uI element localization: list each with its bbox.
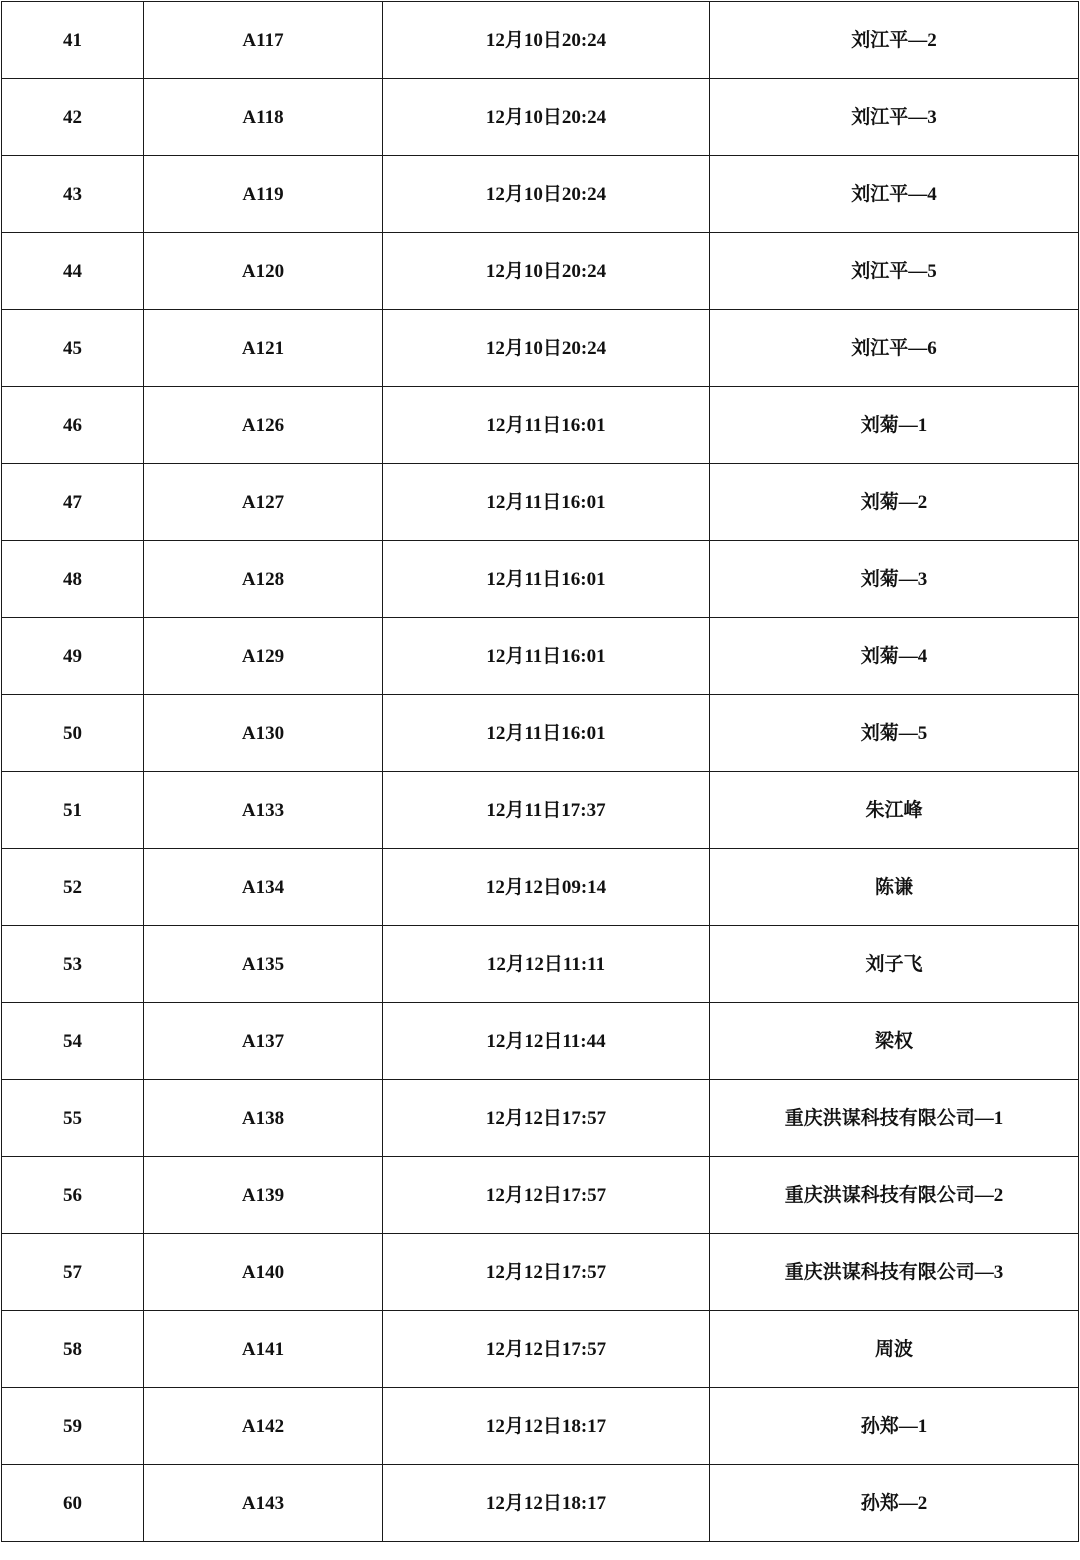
name-cell: 刘江平—2 [710,2,1079,79]
code-cell: A127 [144,464,383,541]
table-row [2,464,1079,541]
row-number-cell: 57 [2,1234,144,1311]
name-cell: 刘江平—6 [710,310,1079,387]
code-cell: A128 [144,541,383,618]
datetime-cell: 12月10日20:24 [383,2,710,79]
code-cell: A130 [144,695,383,772]
name-cell: 重庆洪谋科技有限公司—1 [710,1080,1079,1157]
table-row [2,1003,1079,1080]
datetime-cell: 12月11日16:01 [383,387,710,464]
code-cell: A133 [144,772,383,849]
row-number-cell: 47 [2,464,144,541]
row-number-cell: 49 [2,618,144,695]
datetime-cell: 12月11日16:01 [383,618,710,695]
name-cell: 孙郑—1 [710,1388,1079,1465]
table-row [2,310,1079,387]
name-cell: 重庆洪谋科技有限公司—2 [710,1157,1079,1234]
table-row [2,1234,1079,1311]
code-cell: A143 [144,1465,383,1542]
records-table-body [2,2,1079,1542]
table-row [2,618,1079,695]
row-number-cell: 53 [2,926,144,1003]
datetime-cell: 12月12日11:44 [383,1003,710,1080]
name-cell: 梁权 [710,1003,1079,1080]
name-cell: 周波 [710,1311,1079,1388]
row-number-cell: 60 [2,1465,144,1542]
code-cell: A142 [144,1388,383,1465]
datetime-cell: 12月12日18:17 [383,1465,710,1542]
datetime-cell: 12月11日16:01 [383,695,710,772]
name-cell: 刘菊—1 [710,387,1079,464]
row-number-cell: 42 [2,79,144,156]
row-number-cell: 41 [2,2,144,79]
table-row [2,1080,1079,1157]
table-row [2,695,1079,772]
datetime-cell: 12月12日17:57 [383,1311,710,1388]
table-row [2,233,1079,310]
row-number-cell: 51 [2,772,144,849]
code-cell: A120 [144,233,383,310]
code-cell: A135 [144,926,383,1003]
code-cell: A121 [144,310,383,387]
row-number-cell: 44 [2,233,144,310]
name-cell: 刘江平—5 [710,233,1079,310]
row-number-cell: 52 [2,849,144,926]
name-cell: 刘子飞 [710,926,1079,1003]
row-number-cell: 43 [2,156,144,233]
table-row [2,387,1079,464]
name-cell: 朱江峰 [710,772,1079,849]
name-cell: 陈谦 [710,849,1079,926]
code-cell: A141 [144,1311,383,1388]
name-cell: 刘菊—2 [710,464,1079,541]
row-number-cell: 55 [2,1080,144,1157]
code-cell: A119 [144,156,383,233]
datetime-cell: 12月10日20:24 [383,233,710,310]
datetime-cell: 12月11日16:01 [383,464,710,541]
row-number-cell: 58 [2,1311,144,1388]
datetime-cell: 12月10日20:24 [383,310,710,387]
datetime-cell: 12月10日20:24 [383,156,710,233]
name-cell: 刘菊—5 [710,695,1079,772]
datetime-cell: 12月12日09:14 [383,849,710,926]
row-number-cell: 46 [2,387,144,464]
table-row [2,772,1079,849]
table-row [2,1157,1079,1234]
table-row [2,156,1079,233]
table-row [2,79,1079,156]
datetime-cell: 12月12日11:11 [383,926,710,1003]
table-row [2,926,1079,1003]
datetime-cell: 12月11日16:01 [383,541,710,618]
name-cell: 刘菊—4 [710,618,1079,695]
name-cell: 刘江平—4 [710,156,1079,233]
row-number-cell: 56 [2,1157,144,1234]
code-cell: A126 [144,387,383,464]
datetime-cell: 12月12日17:57 [383,1157,710,1234]
row-number-cell: 45 [2,310,144,387]
code-cell: A134 [144,849,383,926]
table-row [2,1465,1079,1542]
row-number-cell: 50 [2,695,144,772]
code-cell: A140 [144,1234,383,1311]
table-row [2,2,1079,79]
code-cell: A139 [144,1157,383,1234]
code-cell: A137 [144,1003,383,1080]
code-cell: A138 [144,1080,383,1157]
code-cell: A129 [144,618,383,695]
name-cell: 重庆洪谋科技有限公司—3 [710,1234,1079,1311]
records-table [1,1,1079,1542]
table-row [2,1388,1079,1465]
datetime-cell: 12月11日17:37 [383,772,710,849]
table-row [2,849,1079,926]
code-cell: A117 [144,2,383,79]
datetime-cell: 12月12日17:57 [383,1080,710,1157]
datetime-cell: 12月12日17:57 [383,1234,710,1311]
row-number-cell: 48 [2,541,144,618]
code-cell: A118 [144,79,383,156]
table-row [2,1311,1079,1388]
row-number-cell: 59 [2,1388,144,1465]
row-number-cell: 54 [2,1003,144,1080]
name-cell: 刘江平—3 [710,79,1079,156]
datetime-cell: 12月12日18:17 [383,1388,710,1465]
table-row [2,541,1079,618]
datetime-cell: 12月10日20:24 [383,79,710,156]
name-cell: 刘菊—3 [710,541,1079,618]
name-cell: 孙郑—2 [710,1465,1079,1542]
